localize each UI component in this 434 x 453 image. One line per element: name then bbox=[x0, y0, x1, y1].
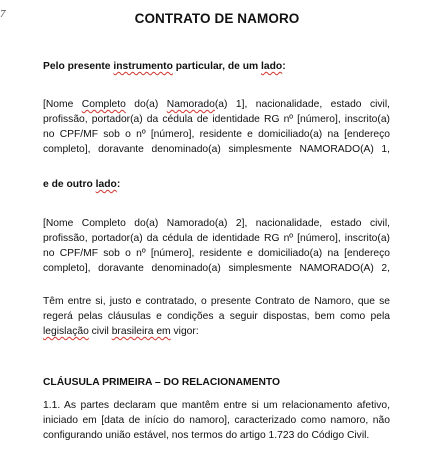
agreement-word-legislacao: legislação bbox=[43, 326, 89, 337]
intro-prefix: Pelo presente bbox=[43, 61, 114, 72]
corner-mark: 7 bbox=[0, 8, 6, 20]
other-side-prefix: e de outro bbox=[43, 179, 96, 190]
intro-mid: particular, de um bbox=[172, 61, 262, 72]
agreement-part-a: Têm entre si, justo e contratado, o presente Contrato de Namoro, que se regerá pelas cláusulas e condições a seguir dispostas, bem como pela bbox=[43, 296, 390, 322]
clause1-heading: CLÁUSULA PRIMEIRA – DO RELACIONAMENTO bbox=[43, 377, 281, 388]
intro-suffix: : bbox=[282, 61, 286, 72]
clause1-paragraph: 1.1. As partes declaram que mantêm entre si um relacionamento afetivo, iniciado em [data de início do namoro], caracterizado como namoro, não configurando união estável, nos termos do artigo 1.723 do Código Civil. bbox=[43, 400, 390, 441]
party1-part-b: do(a) bbox=[125, 99, 167, 110]
other-side-line bbox=[43, 177, 120, 192]
agreement-paragraph bbox=[43, 294, 390, 339]
party1-paragraph bbox=[43, 97, 390, 157]
party1-word-completo: Completo bbox=[81, 99, 126, 110]
agreement-part-b: civil bbox=[88, 326, 112, 337]
intro-word-lado: lado bbox=[261, 61, 283, 72]
document-title: CONTRATO DE NAMORO bbox=[134, 11, 300, 26]
intro-word-instrumento: instrumento bbox=[113, 61, 173, 72]
party2-paragraph: [Nome Completo do(a) Namorado(a) 2], nacionalidade, estado civil, profissão, portador(a) da cédula de identidade RG nº [número], inscrito(a) no CPF/MF sob o nº [número], residente e domiciliado(a) na [endereço completo], doravante denominado(a) simplesmente NAMORADO(A) 2, bbox=[43, 218, 390, 274]
party1-part-c: (a) 1], nacionalidade, estado civil, profissão, portador(a) da cédula de identidade RG nº [número], inscrito(a) no CPF/MF sob o nº [número], residente e domiciliado(a) na [endereço completo], doravante denominado(a) simplesmente NAMORADO(A) 1, bbox=[43, 99, 390, 155]
party1-part-a: [Nome bbox=[43, 99, 82, 110]
party1-word-namorado: Namorado bbox=[166, 99, 215, 110]
agreement-part-c: vigor: bbox=[170, 326, 199, 337]
other-side-word-lado: lado bbox=[95, 179, 117, 190]
intro-line bbox=[43, 59, 286, 74]
agreement-words-brasileira-em: brasileira em bbox=[111, 326, 171, 337]
other-side-suffix: : bbox=[116, 179, 121, 190]
